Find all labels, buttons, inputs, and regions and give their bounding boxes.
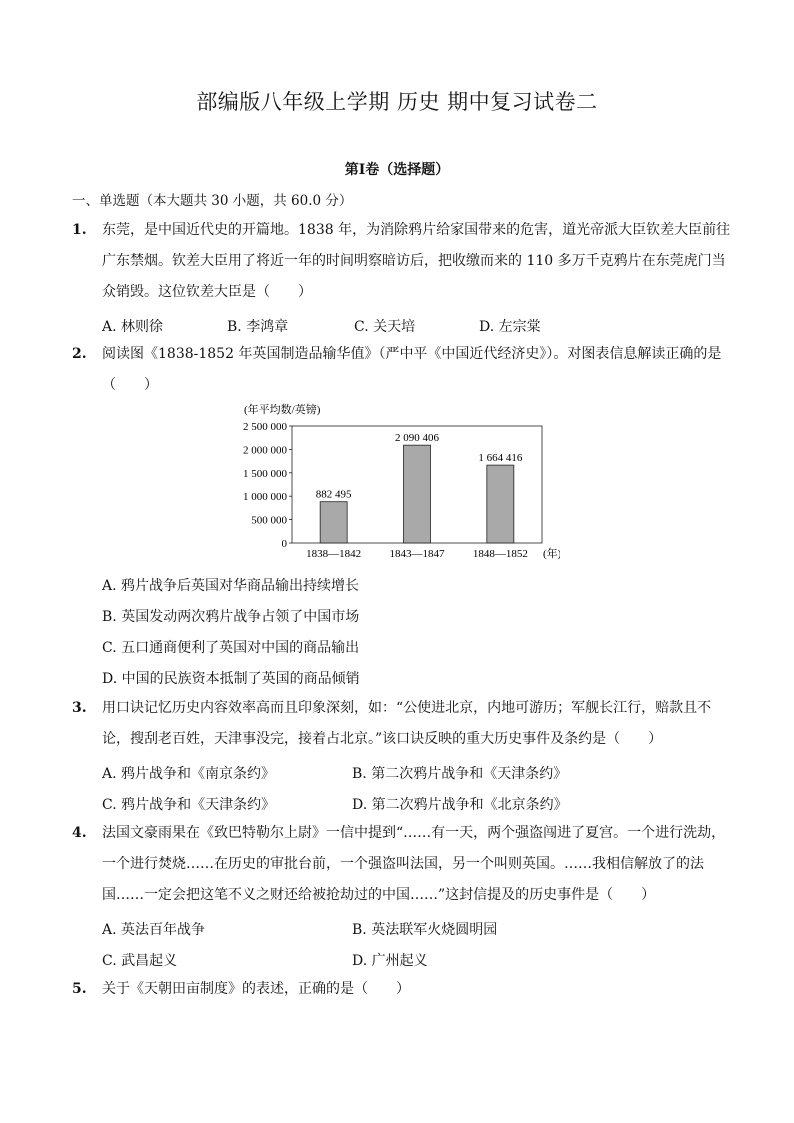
x-tick-label: 1838—1842 <box>306 548 362 560</box>
option-b[interactable]: B. 李鸿章 <box>227 319 289 335</box>
y-axis-label: (年平均数/英镑) <box>244 404 321 416</box>
bar-chart-svg <box>230 400 560 565</box>
exam-title: 部编版八年级上学期 历史 期中复习试卷二 <box>196 90 598 114</box>
option-c[interactable]: C. 鸦片战争和《天津条约》 <box>102 797 276 813</box>
option-a[interactable]: A. 林则徐 <box>102 319 164 335</box>
option-b[interactable]: B. 第二次鸦片战争和《天津条约》 <box>352 766 568 782</box>
question-line: 论，搜刮老百姓，天津事没完，接着占北京。”该口诀反映的重大历史事件及条约是（ ） <box>102 731 663 747</box>
y-tick-label: 1 000 000 <box>243 491 287 504</box>
question-line: 东莞，是中国近代史的开篇地。1838 年，为消除鸦片给家国带来的危害，道光帝派大臣钦差大臣前往 <box>102 222 731 238</box>
y-tick-label: 2 500 000 <box>243 421 287 433</box>
question-line: 广东禁烟。钦差大臣用了将近一年的时间明察暗访后，把收缴而来的 110 多万千克鸦片在东莞虎门当 <box>102 253 726 269</box>
y-tick-label: 500 000 <box>251 514 287 527</box>
option-a[interactable]: A. 英法百年战争 <box>102 922 206 938</box>
option-d[interactable]: D. 左宗棠 <box>479 319 541 335</box>
x-axis-unit: (年) <box>543 548 560 560</box>
y-tick-label: 2 000 000 <box>243 444 287 457</box>
question-line: 一个进行焚烧……在历史的审批台前，一个强盗叫法国，另一个叫则英国。……我相信解放了的法 <box>102 856 704 872</box>
question-2 <box>72 339 732 401</box>
x-tick-label: 1848—1852 <box>472 548 528 560</box>
bar-value-label: 1 664 416 <box>478 452 523 465</box>
bar-value-label: 882 495 <box>315 488 352 501</box>
bar <box>487 465 514 543</box>
option-d[interactable]: D. 第二次鸦片战争和《北京条约》 <box>352 797 568 813</box>
question-line: 众销毁。这位钦差大臣是（ ） <box>102 284 312 300</box>
question-1 <box>72 215 732 308</box>
option-c[interactable]: C. 武昌起义 <box>102 953 178 969</box>
bar <box>404 445 431 543</box>
question-number: 4. <box>72 825 87 841</box>
question-3 <box>72 693 732 755</box>
option-b[interactable]: B. 英国发动两次鸦片战争占领了中国市场 <box>102 609 360 625</box>
question-line: （ ） <box>102 377 158 393</box>
question-number: 1. <box>72 222 87 238</box>
question-number: 2. <box>72 346 87 362</box>
option-c[interactable]: C. 五口通商便利了英国对中国的商品输出 <box>102 640 360 656</box>
question-line: 阅读图《1838-1852 年英国制造品输华值》（严中平《中国近代经济史》）。对图表信息解读正确的是 <box>102 346 722 362</box>
option-b[interactable]: B. 英法联军火烧圆明园 <box>352 922 498 938</box>
bar-chart <box>230 400 560 565</box>
y-tick-label: 0 <box>281 538 287 550</box>
bar <box>320 502 347 543</box>
option-a[interactable]: A. 鸦片战争和《南京条约》 <box>102 766 276 782</box>
question-4 <box>72 818 732 911</box>
y-tick-label: 1 500 000 <box>243 467 287 480</box>
question-line: 关于《天朝田亩制度》的表述，正确的是（ ） <box>102 981 410 997</box>
option-d[interactable]: D. 广州起义 <box>352 953 428 969</box>
section-title: 第I卷（选择题） <box>344 162 450 178</box>
x-tick-label: 1843—1847 <box>389 548 445 560</box>
bar-value-label: 2 090 406 <box>395 432 439 445</box>
option-c[interactable]: C. 关天培 <box>354 319 416 335</box>
question-line: 国……一定会把这笔不义之财还给被抢劫过的中国……”这封信提及的历史事件是（ ） <box>102 887 656 903</box>
option-a[interactable]: A. 鸦片战争后英国对华商品输出持续增长 <box>102 578 360 594</box>
question-5 <box>72 974 732 1005</box>
question-number: 5. <box>72 981 87 997</box>
question-line: 法国文豪雨果在《致巴特勒尔上尉》一信中提到“……有一天，两个强盗闯进了夏宫。一个进行洗劫， <box>102 825 726 841</box>
option-d[interactable]: D. 中国的民族资本抵制了英国的商品倾销 <box>102 671 360 687</box>
question-line: 用口诀记忆历史内容效率高而且印象深刻，如：“公使进北京，内地可游历；军舰长江行，赔款且不 <box>102 700 712 716</box>
question-number: 3. <box>72 700 87 716</box>
part-heading: 一、单选题（本大题共 30 小题，共 60.0 分） <box>72 193 353 209</box>
